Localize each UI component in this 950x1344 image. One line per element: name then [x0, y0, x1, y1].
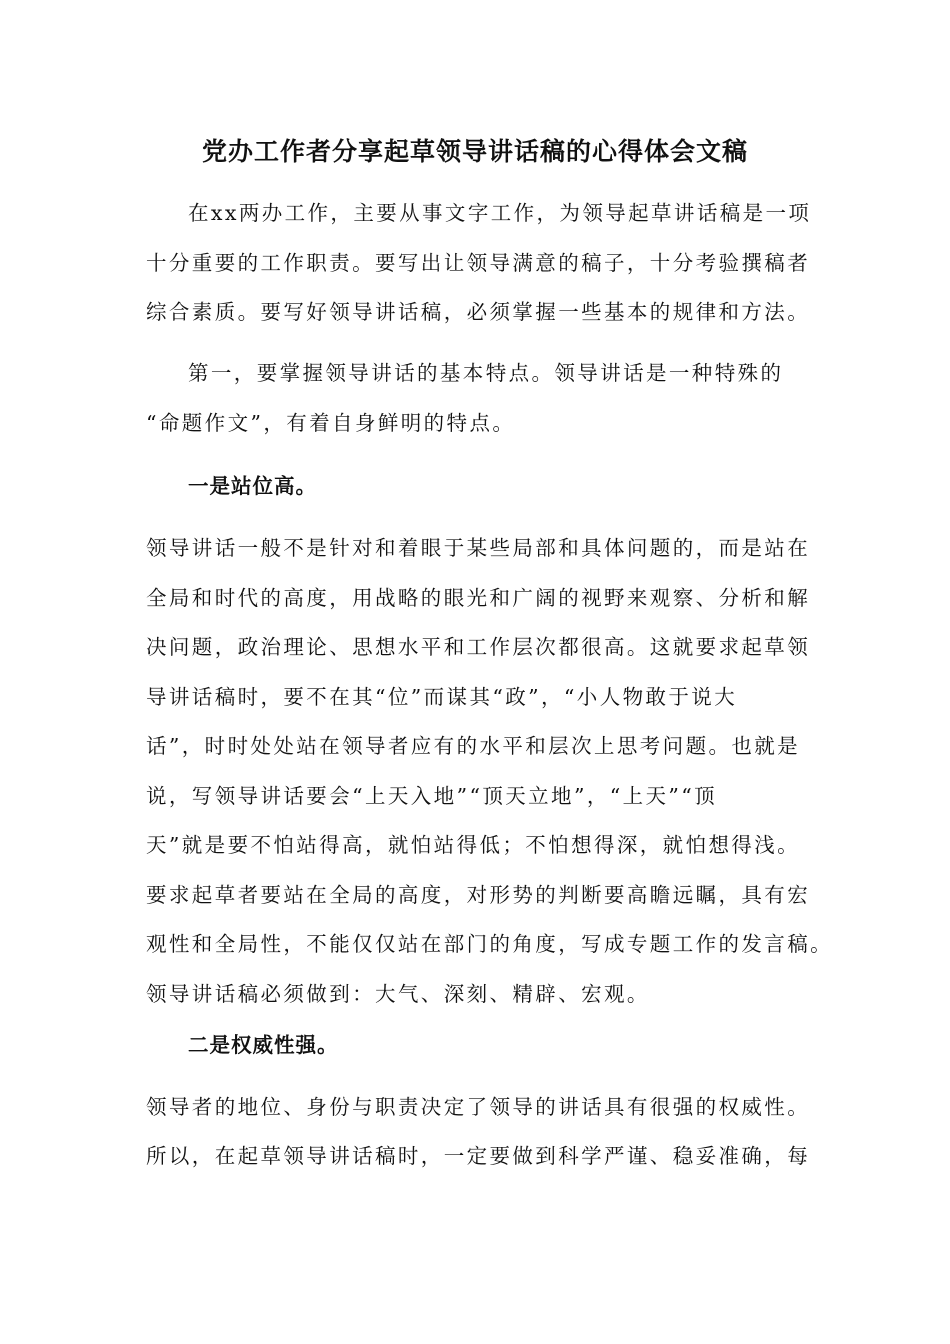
paragraph-line: 在xx两办工作，主要从事文字工作，为领导起草讲话稿是一项 [188, 201, 812, 225]
paragraph-line: 要求起草者要站在全局的高度，对形势的判断要高瞻远瞩，具有宏 [146, 883, 811, 907]
paragraph-line: 观性和全局性，不能仅仅站在部门的角度，写成专题工作的发言稿。 [146, 932, 833, 956]
paragraph-line: 所以，在起草领导讲话稿时，一定要做到科学严谨、稳妥准确，每 [146, 1144, 811, 1168]
paragraph-line: 领导讲话稿必须做到：大气、深刻、精辟、宏观。 [146, 982, 650, 1006]
document-title: 党办工作者分享起草领导讲话稿的心得体会文稿 [201, 137, 748, 166]
section-heading: 二是权威性强。 [188, 1033, 339, 1057]
paragraph-line: 综合素质。要写好领导讲话稿，必须掌握一些基本的规律和方法。 [146, 300, 811, 324]
paragraph-line: 说，写领导讲话要会“上天入地”“顶天立地”，“上天”“顶 [146, 784, 718, 808]
paragraph-line: 决问题，政治理论、思想水平和工作层次都很高。这就要求起草领 [146, 635, 811, 659]
paragraph-line: 全局和时代的高度，用战略的眼光和广阔的视野来观察、分析和解 [146, 586, 811, 610]
paragraph-line: 导讲话稿时，要不在其“位”而谋其“政”，“小人物敢于说大 [146, 685, 738, 709]
paragraph-line: 领导者的地位、身份与职责决定了领导的讲话具有很强的权威性。 [146, 1095, 811, 1119]
paragraph-line: 领导讲话一般不是针对和着眼于某些局部和具体问题的，而是站在 [146, 536, 811, 560]
paragraph-line: 天”就是要不怕站得高，就怕站得低；不怕想得深，就怕想得浅。 [146, 833, 801, 857]
section-heading: 一是站位高。 [188, 474, 317, 498]
paragraph-line: 话”，时时处处站在领导者应有的水平和层次上思考问题。也就是 [146, 734, 801, 758]
paragraph-line: 第一，要掌握领导讲话的基本特点。领导讲话是一种特殊的 [188, 361, 784, 385]
paragraph-line: “命题作文”，有着自身鲜明的特点。 [146, 411, 516, 435]
paragraph-line: 十分重要的工作职责。要写出让领导满意的稿子，十分考验撰稿者 [146, 251, 811, 275]
